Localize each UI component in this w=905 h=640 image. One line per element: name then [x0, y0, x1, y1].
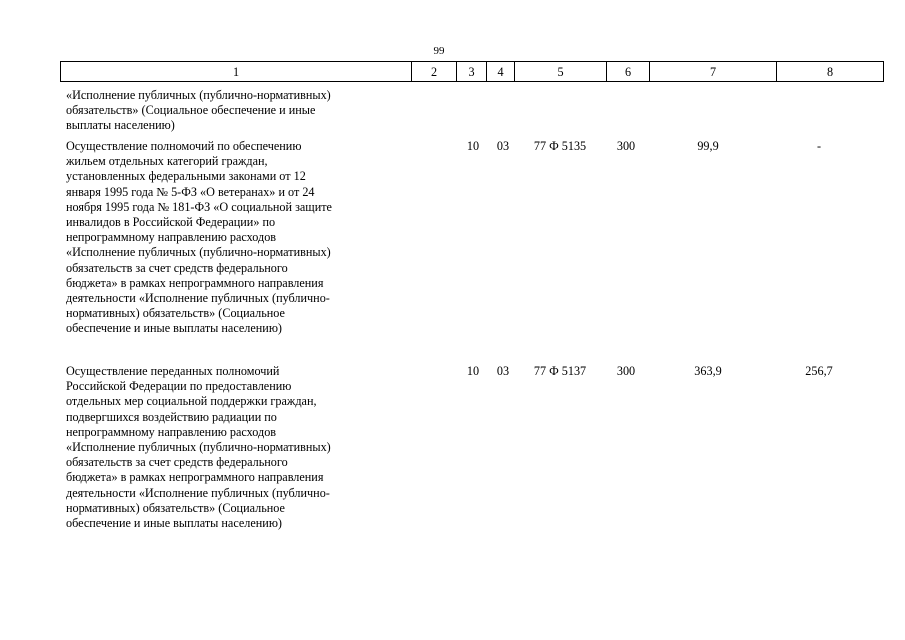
row-description: Осуществление полномочий по обеспечению жильем отдельных категорий граждан, установленных федеральными законами от 12 января 1995 года № 5-ФЗ «О ветеранах» и от 24 ноября 1995 года № 181-ФЗ «О социальной защите инвалидов в Российской Федерации» по непрограммному направлению расходов «Исполнение публичных (публично-нормативных) обязательств за счет средств федерального бюджета» в рамках непрограммного направления деятельности «Исполнение публичных (публично- нормативных) обязательств» (Социальное обеспечение и иные выплаты населению) [66, 139, 332, 336]
row-section: 10 [466, 139, 480, 153]
header-col-4: 4 [487, 62, 515, 82]
row-subsection: 03 [496, 139, 510, 153]
row-target-article: 77 Ф 5137 [533, 364, 587, 378]
row-amount-1: 363,9 [694, 364, 722, 378]
column-number-header [60, 61, 884, 82]
header-col-6: 6 [607, 62, 650, 82]
header-col-5: 5 [515, 62, 607, 82]
header-col-2: 2 [412, 62, 457, 82]
row-description: Осуществление переданных полномочий Российской Федерации по предоставлению отдельных мер социальной поддержки граждан, подвергшихся воздействию радиации по непрограммному направлению расходов «Исполнение публичных (публично-нормативных) обязательств за счет средств федерального бюджета» в рамках непрограммного направления деятельности «Исполнение публичных (публично- нормативных) обязательств» (Социальное обеспечение и иные выплаты населению) [66, 364, 331, 531]
header-col-1: 1 [61, 62, 412, 82]
row-subsection: 03 [496, 364, 510, 378]
row-amount-1: 99,9 [697, 139, 719, 153]
header-col-7: 7 [650, 62, 777, 82]
header-col-8: 8 [777, 62, 884, 82]
row-amount-2: - [816, 139, 822, 153]
header-row [61, 62, 884, 82]
header-col-3: 3 [457, 62, 487, 82]
row-expense-type: 300 [616, 364, 636, 378]
row-target-article: 77 Ф 5135 [533, 139, 587, 153]
row-amount-2: 256,7 [805, 364, 833, 378]
row-expense-type: 300 [616, 139, 636, 153]
page-number: 99 [433, 45, 445, 57]
row-section: 10 [466, 364, 480, 378]
row-description: «Исполнение публичных (публично-нормативных) обязательств» (Социальное обеспечение и иные выплаты населению) [66, 88, 331, 133]
